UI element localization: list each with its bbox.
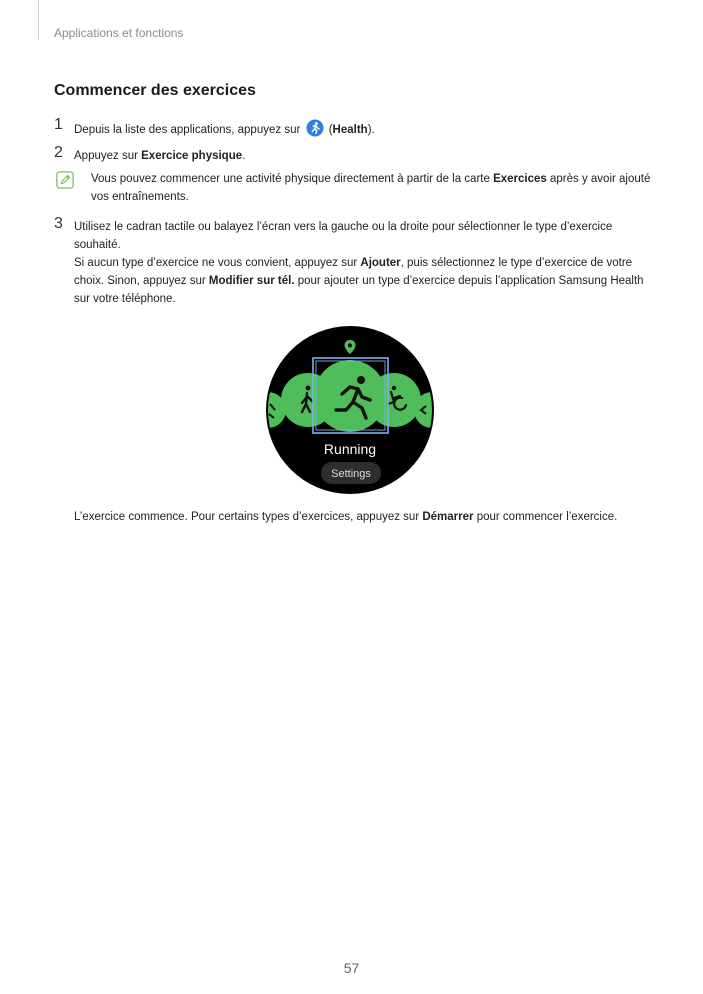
page-number: 57 [343,960,360,976]
step-body [74,147,654,165]
final-text-part: pour commencer l’exercice. [473,511,618,523]
note-text-part: après y avoir ajouté vos entraînements. [91,173,651,203]
app-name-health: Health [332,124,368,136]
exercise-label: Running [323,441,377,457]
step-number: 2 [54,144,63,161]
button-demarrer: Démarrer [422,511,474,523]
step-text: ). [367,124,375,136]
step-text: Appuyez sur [74,150,142,162]
step-text-part: , puis sélectionnez le type d’exercice de votre choix. Sinon, appuyez sur [74,257,633,287]
health-app-icon [306,119,324,137]
step-text: ( [325,124,333,136]
step-text: Utilisez le cadran tactile ou balayez l’écran vers la gauche ou la droite pour sélectionner le type d’exercice souhaité. [74,221,613,251]
step-text: . [242,150,246,162]
page-title: Commencer des exercices [54,82,256,99]
watch-screen-illustration [266,326,434,494]
step-body [74,119,654,139]
step-number: 1 [54,116,63,133]
note-text-part: Vous pouvez commencer une activité physique directement à partir de la carte [91,173,494,185]
section-header: Applications et fonctions [54,26,184,40]
settings-button-label: Settings [331,468,371,480]
button-ajouter: Ajouter [360,257,401,269]
exercise-tile-running[interactable] [314,360,386,432]
card-exercices: Exercices [493,173,547,185]
step-number: 3 [54,215,63,232]
page-margin-rule [38,0,39,40]
note-text [91,170,657,206]
final-instruction [74,508,617,526]
step-text: Depuis la liste des applications, appuyez sur [74,124,304,136]
step-text-part: pour ajouter un type d’exercice depuis l’application Samsung Health sur votre téléphone. [74,275,644,305]
button-modifier-sur-tel: Modifier sur tél. [208,275,295,287]
note-pencil-icon [56,171,74,189]
step-text [74,254,654,308]
step-body [74,218,654,308]
step-text-part: Si aucun type d’exercice ne vous convient, appuyez sur [74,257,361,269]
menu-exercice-physique: Exercice physique [141,150,243,162]
final-text-part: L’exercice commence. Pour certains types d’exercices, appuyez sur [74,511,423,523]
